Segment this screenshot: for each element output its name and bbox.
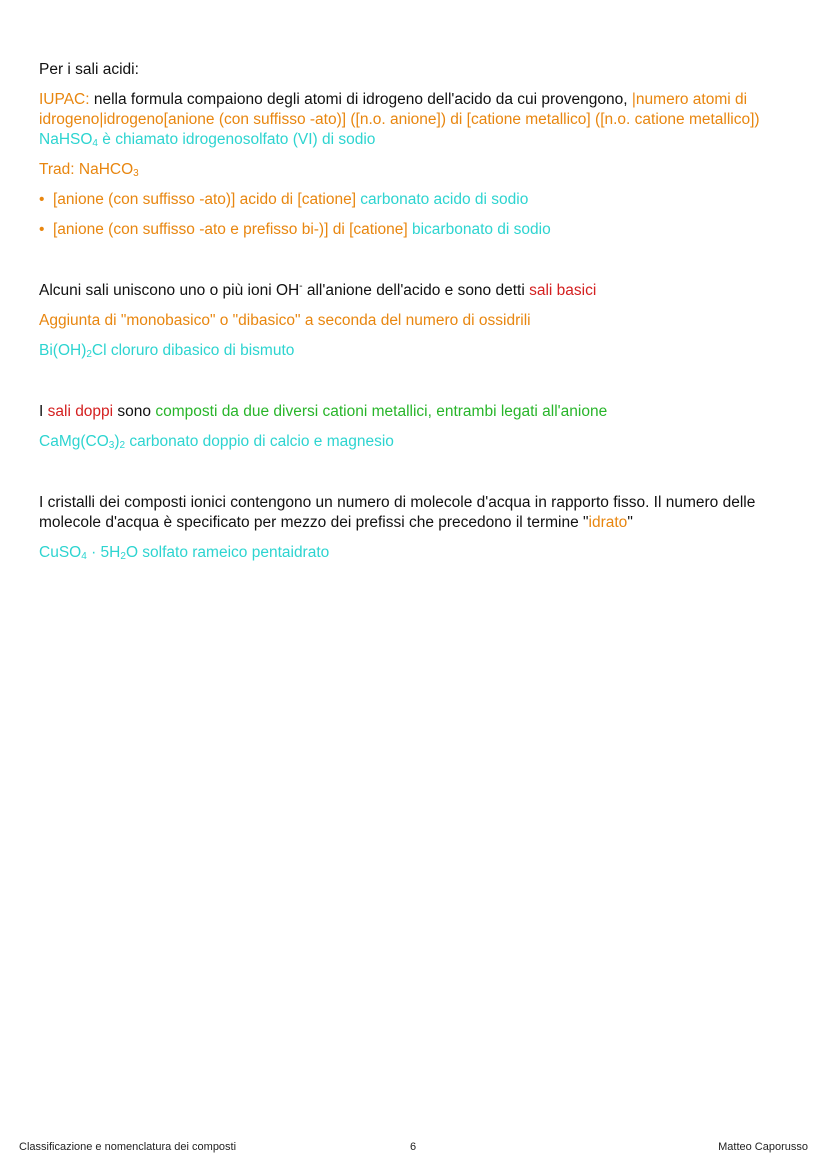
bullet-rule: [anione (con suffisso -ato e prefisso bi-)] di [catione] [53,221,408,238]
iupac-text: nella formula compaiono degli atomi di idrogeno dell'acido da cui provengono, [89,91,632,108]
bullet-rule: [anione (con suffisso -ato)] acido di [catione] [53,191,356,208]
iupac-rule: |numero atomi di idrogeno|idrogeno[anione (con suffisso -ato)] ([n.o. anione]) di [catione metallico] ([n.o. catione metallico]) [39,91,760,128]
sali-basici-rule: Aggiunta di "monobasico" o "dibasico" a seconda del numero di ossidrili [39,312,531,329]
bullet-icon: • [39,191,45,208]
iupac-label: IUPAC: [39,91,90,108]
bullet-example: bicarbonato di sodio [407,221,551,238]
section-spacer [39,250,791,281]
section-spacer [39,371,791,402]
page-number: 6 [410,1141,417,1153]
idrato-highlight: idrato [588,514,628,531]
sali-doppi-example: $CaMg(CO_3)_2$ carbonato doppio di calcio e magnesio [39,433,394,451]
list-item [39,220,791,240]
sali-doppi-definition: composti da due diversi cationi metallici, entrambi legati all'anione [155,403,608,420]
section-spacer [39,462,791,493]
sali-basici-highlight: sali basici [529,282,597,299]
bullet-icon: • [39,221,45,238]
sali-basici-paragraph: Alcuni sali uniscono uno o più ioni OH- all'anione dell'acido e sono detti sali basici [39,281,597,299]
page-content [39,60,791,573]
iupac-paragraph [39,90,791,150]
sali-acidi-heading: Per i sali acidi: [39,61,139,78]
list-item [39,190,791,210]
iupac-example: NaHSO$_4$ è chiamato idrogenosolfato (VI) di sodio [39,131,376,149]
sali-basici-example: $Bi(OH)_2Cl$ cloruro dibasico di bismuto [39,342,295,360]
idrati-paragraph: I cristalli dei composti ionici contengono un numero di molecole d'acqua in rapporto fisso. Il numero delle molecole d'acqua è specificato per mezzo dei prefissi che precedono il termine "idrato" [39,494,756,531]
trad-label: Trad: NaHCO$_3$ [39,161,139,179]
idrati-example: CuSO$_4$ · $5H_2O$ solfato rameico pentaidrato [39,544,330,562]
sali-doppi-highlight: sali doppi [47,403,114,420]
bullet-example: carbonato acido di sodio [356,191,529,208]
footer-author: Matteo Caporusso [718,1141,808,1153]
sali-doppi-paragraph: I sali doppi sono composti da due diversi cationi metallici, entrambi legati all'anione [39,403,608,420]
footer-title: Classificazione e nomenclatura dei composti [19,1141,237,1153]
